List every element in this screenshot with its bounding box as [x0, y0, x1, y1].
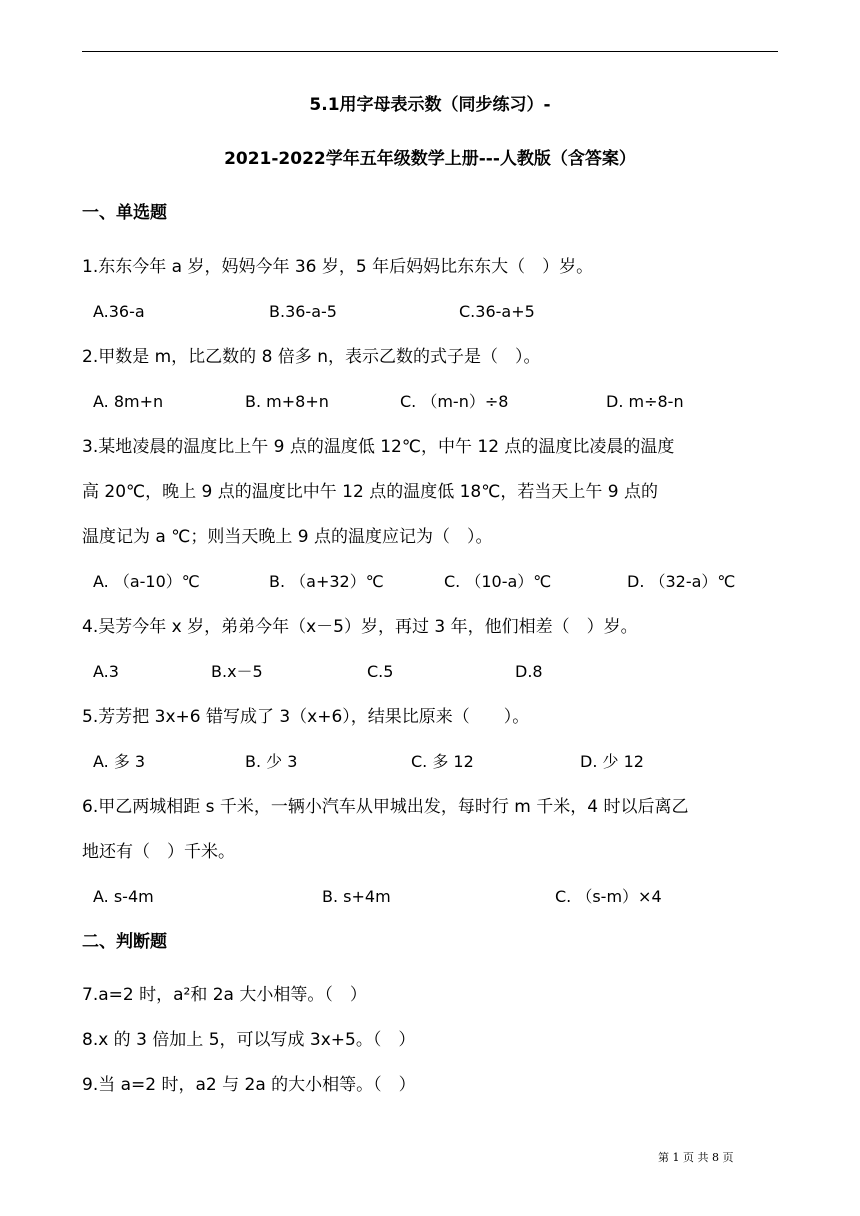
question-6-line-1: 6.甲乙两城相距 s 千米，一辆小汽车从甲城出发，每时行 m 千米，4 时以后离乙 [82, 797, 689, 817]
question-1-stem: 1.东东今年 a 岁，妈妈今年 36 岁，5 年后妈妈比东东大（ ）岁。 [82, 257, 594, 277]
header-rule [82, 51, 778, 52]
question-5-option-b: B. 少 3 [245, 752, 298, 771]
section-heading-single-choice: 一、单选题 [82, 203, 167, 223]
question-2-option-c: C. （m-n）÷8 [400, 392, 509, 411]
title-line-2: 2021-2022学年五年级数学上册---人教版（含答案） [224, 149, 636, 169]
question-4-stem: 4.吴芳今年 x 岁，弟弟今年（x－5）岁，再过 3 年，他们相差（ ）岁。 [82, 617, 638, 637]
question-9: 9.当 a=2 时，a2 与 2a 的大小相等。（ ） [82, 1075, 416, 1095]
question-4-option-b: B.x－5 [211, 662, 263, 681]
question-6-option-c: C. （s-m）×4 [555, 887, 662, 906]
question-3-option-a: A. （a-10）℃ [93, 572, 200, 591]
question-2-option-d: D. m÷8-n [606, 392, 684, 411]
question-1-option-b: B.36-a-5 [269, 302, 337, 321]
question-3-option-d: D. （32-a）℃ [627, 572, 736, 591]
page-number-footer: 第 1 页 共 8 页 [658, 1151, 734, 1164]
question-3-line-2: 高 20℃，晚上 9 点的温度比中午 12 点的温度低 18℃，若当天上午 9 点的 [82, 482, 658, 502]
section-heading-true-false: 二、判断题 [82, 932, 167, 952]
question-3-option-c: C. （10-a）℃ [444, 572, 552, 591]
question-7: 7.a=2 时，a²和 2a 大小相等。（ ） [82, 985, 367, 1005]
question-3-line-3: 温度记为 a ℃；则当天晚上 9 点的温度应记为（ ）。 [82, 527, 493, 547]
title-line-1: 5.1用字母表示数（同步练习）- [309, 95, 551, 115]
question-1-option-c: C.36-a+5 [459, 302, 535, 321]
question-3-option-b: B. （a+32）℃ [269, 572, 384, 591]
question-5-option-d: D. 少 12 [580, 752, 644, 771]
question-8: 8.x 的 3 倍加上 5，可以写成 3x+5。（ ） [82, 1030, 416, 1050]
question-5-option-a: A. 多 3 [93, 752, 146, 771]
question-4-option-d: D.8 [515, 662, 543, 681]
question-6-option-b: B. s+4m [322, 887, 391, 906]
question-4-option-c: C.5 [367, 662, 394, 681]
question-4-option-a: A.3 [93, 662, 119, 681]
question-5-stem: 5.芳芳把 3x+6 错写成了 3（x+6），结果比原来（ ）。 [82, 707, 530, 727]
question-6-line-2: 地还有（ ）千米。 [82, 842, 235, 862]
question-2-option-a: A. 8m+n [93, 392, 164, 411]
question-6-option-a: A. s-4m [93, 887, 154, 906]
question-1-option-a: A.36-a [93, 302, 145, 321]
question-2-stem: 2.甲数是 m，比乙数的 8 倍多 n，表示乙数的式子是（ ）。 [82, 347, 541, 367]
question-5-option-c: C. 多 12 [411, 752, 474, 771]
question-3-line-1: 3.某地凌晨的温度比上午 9 点的温度低 12℃，中午 12 点的温度比凌晨的温度 [82, 437, 675, 457]
question-2-option-b: B. m+8+n [245, 392, 329, 411]
